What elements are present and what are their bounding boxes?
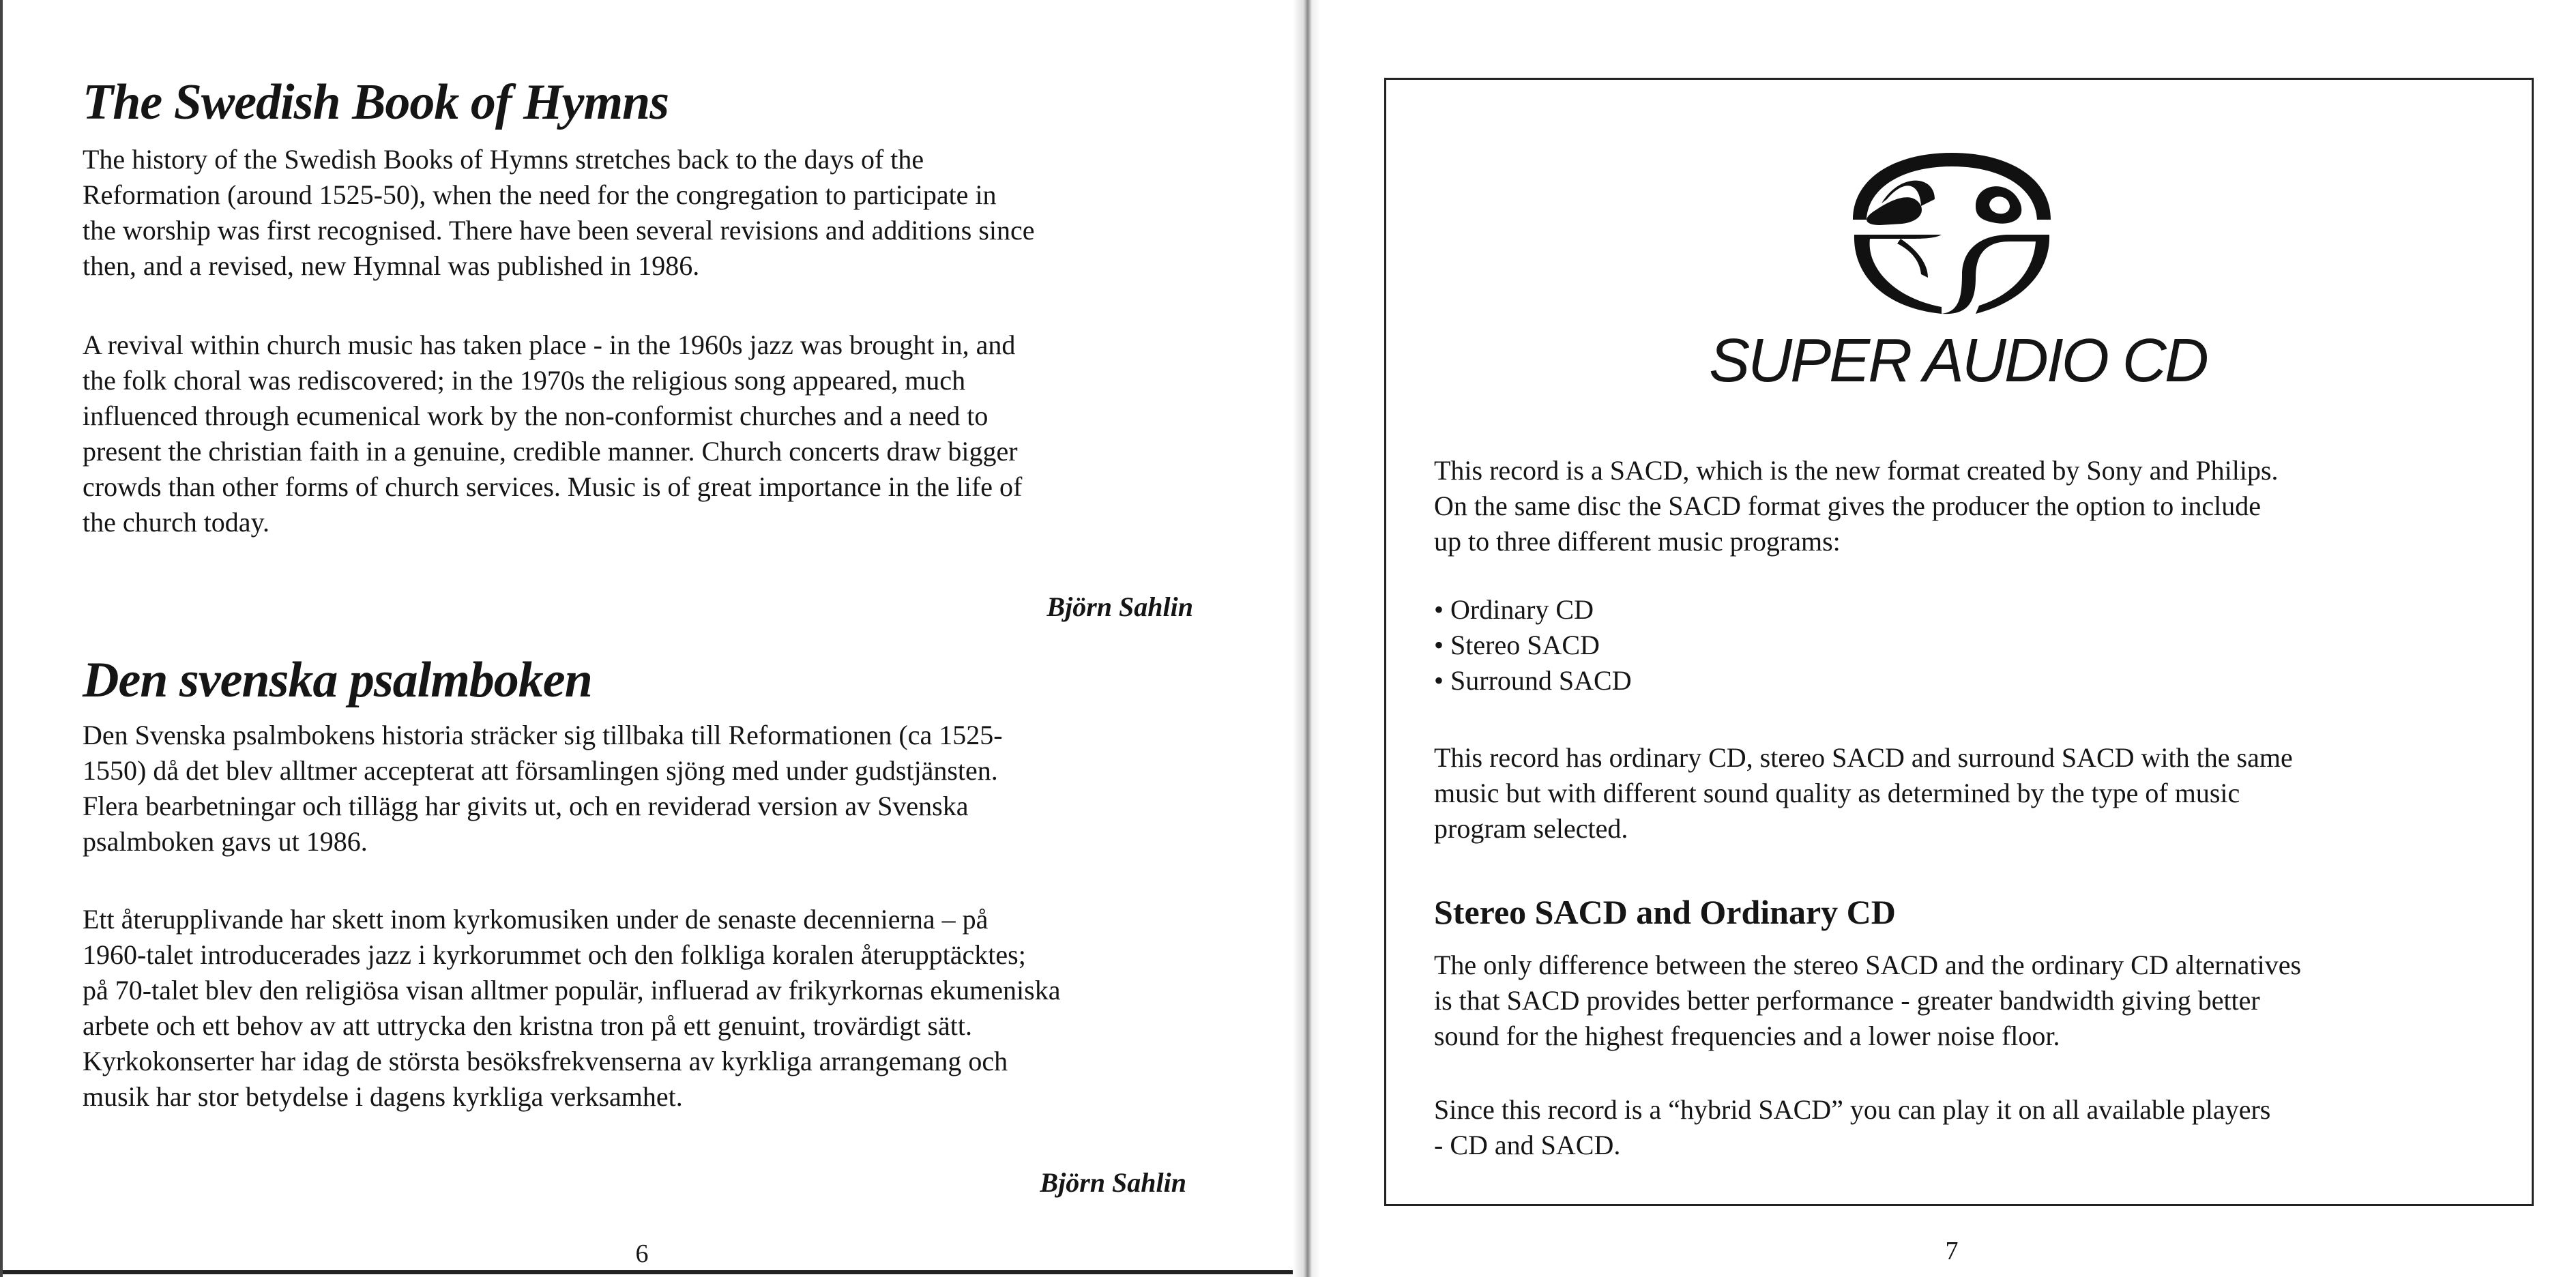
paragraph-swedish-2: [83, 902, 1060, 1115]
text-line: up to three different music programs:: [1434, 526, 1841, 557]
byline-swedish: Björn Sahlin: [1040, 1167, 1186, 1198]
text-line: • Ordinary CD: [1434, 594, 1594, 625]
text-line: present the christian faith in a genuine, credible manner. Church concerts draw bigger: [83, 436, 1018, 467]
text-line: • Stereo SACD: [1434, 630, 1600, 660]
program-list: [1434, 592, 1632, 699]
paragraph-hybrid-programs: [1434, 740, 2293, 847]
subheading-stereo-sacd: Stereo SACD and Ordinary CD: [1434, 893, 1896, 931]
text-line: sound for the highest frequencies and a lower noise floor.: [1434, 1021, 2060, 1051]
text-line: On the same disc the SACD format gives the producer the option to include: [1434, 490, 2261, 521]
text-line: A revival within church music has taken place - in the 1960s jazz was brought in, and: [83, 329, 1016, 360]
section-title-swedish: Den svenska psalmboken: [83, 652, 592, 708]
book-gutter: [1293, 0, 1320, 1277]
sacd-logo-icon: [1839, 151, 2064, 315]
text-line: Reformation (around 1525-50), when the need for the congregation to participate in: [83, 179, 997, 210]
text-line: 1550) då det blev alltmer accepterat att församlingen sjöng med under gudstjänsten.: [83, 755, 998, 786]
text-line: This record is a SACD, which is the new format created by Sony and Philips.: [1434, 455, 2279, 486]
text-line: program selected.: [1434, 813, 1628, 844]
byline-english: Björn Sahlin: [1046, 591, 1193, 622]
paragraph-hybrid-sacd: [1434, 1092, 2270, 1163]
text-line: is that SACD provides better performance - greater bandwidth giving better: [1434, 985, 2260, 1016]
text-line: influenced through ecumenical work by the non-conformist churches and a need to: [83, 400, 989, 431]
text-line: • Surround SACD: [1434, 665, 1632, 696]
text-line: the folk choral was rediscovered; in the 1970s the religious song appeared, much: [83, 365, 966, 396]
text-line: psalmboken gavs ut 1986.: [83, 826, 368, 857]
text-line: then, and a revised, new Hymnal was published in 1986.: [83, 250, 700, 281]
text-line: arbete och ett behov av att uttrycka den kristna tron på ett genuint, trovärdigt sätt.: [83, 1010, 973, 1041]
text-line: - CD and SACD.: [1434, 1130, 1621, 1160]
page-edge: [3, 1270, 1302, 1274]
text-line: Flera bearbetningar och tillägg har givits ut, och en reviderad version av Svenska: [83, 791, 969, 821]
page-number: 6: [635, 1239, 649, 1268]
page-number: 7: [1945, 1237, 1959, 1265]
paragraph-sacd-difference: [1434, 948, 2301, 1054]
paragraph-swedish-1: [83, 718, 1003, 860]
text-line: The history of the Swedish Books of Hymns stretches back to the days of the: [83, 144, 924, 175]
super-audio-cd-wordmark: SUPER AUDIO CD: [1709, 327, 2207, 395]
paragraph-english-1: [83, 142, 1035, 284]
text-line: crowds than other forms of church services. Music is of great importance in the life of: [83, 471, 1023, 502]
text-line: Den Svenska psalmbokens historia sträcker sig tillbaka till Reformationen (ca 1525-: [83, 720, 1003, 750]
text-line: the church today.: [83, 507, 269, 538]
text-line: Since this record is a “hybrid SACD” you can play it on all available players: [1434, 1094, 2271, 1125]
text-line: The only difference between the stereo SACD and the ordinary CD alternatives: [1434, 950, 2302, 980]
text-line: Kyrkokonserter har idag de största besöksfrekvenserna av kyrkliga arrangemang och: [83, 1046, 1008, 1076]
text-line: på 70-talet blev den religiösa visan alltmer populär, influerad av frikyrkornas ekumeniska: [83, 975, 1061, 1006]
section-title-english: The Swedish Book of Hymns: [83, 74, 669, 130]
intro-paragraph: [1434, 453, 2279, 559]
text-line: 1960-talet introducerades jazz i kyrkorummet och den folkliga koralen återupptäcktes;: [83, 939, 1026, 970]
paragraph-english-2: [83, 327, 1022, 540]
text-line: This record has ordinary CD, stereo SACD and surround SACD with the same: [1434, 742, 2293, 773]
text-line: musik har stor betydelse i dagens kyrkliga verksamhet.: [83, 1081, 683, 1112]
text-line: Ett återupplivande har skett inom kyrkomusiken under de senaste decennierna – på: [83, 904, 989, 935]
text-line: the worship was first recognised. There have been several revisions and additions since: [83, 215, 1035, 246]
text-line: music but with different sound quality as determined by the type of music: [1434, 778, 2240, 808]
